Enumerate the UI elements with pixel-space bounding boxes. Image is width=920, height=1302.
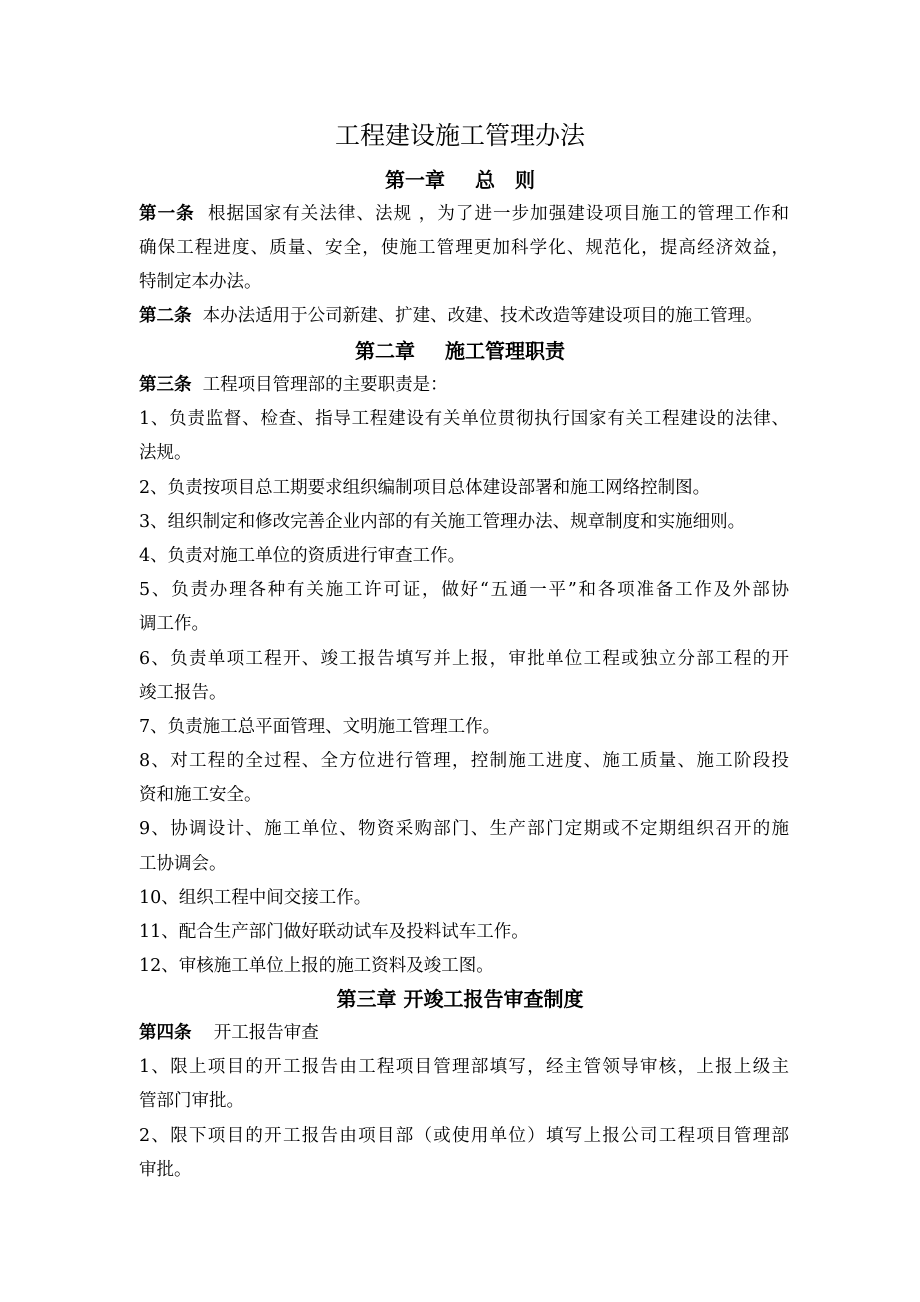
duty-item-6-line-2: 竣工报告。 xyxy=(139,683,227,703)
article-text: 根据国家有关法律、法规 ，为了进一步加强建设项目施工的管理工作和 xyxy=(207,204,790,224)
article-text: 本办法适用于公司新建、扩建、改建、技术改造等建设项目的施工管理。 xyxy=(202,306,763,326)
chapter-3-heading: 第三章 开竣工报告审查制度 xyxy=(336,987,584,1011)
duty-item-9-line-1: 9、协调设计、施工单位、物资采购部门、生产部门定期或不定期组织召开的施 xyxy=(139,819,789,839)
chapter-name: 总 则 xyxy=(475,168,535,192)
chapter-name: 施工管理职责 xyxy=(445,339,565,363)
article-label: 第二条 xyxy=(139,306,192,326)
duty-item-7: 7、负责施工总平面管理、文明施工管理工作。 xyxy=(139,717,501,737)
article-3 xyxy=(139,372,789,398)
review-item-2-line-2: 审批。 xyxy=(139,1160,192,1180)
article-label: 第三条 xyxy=(139,375,192,395)
duty-item-12: 12、审核施工单位上报的施工资料及竣工图。 xyxy=(139,956,494,976)
duty-item-2: 2、负责按项目总工期要求组织编制项目总体建设部署和施工网络控制图。 xyxy=(139,478,711,498)
chapter-label: 第一章 xyxy=(385,168,445,192)
duty-item-1-line-2: 法规。 xyxy=(139,443,192,463)
duty-item-1-line-1: 1、负责监督、检查、指导工程建设有关单位贯彻执行国家有关工程建设的法律、 xyxy=(139,409,789,429)
document-title: 工程建设施工管理办法 xyxy=(334,121,585,150)
duty-item-4: 4、负责对施工单位的资质进行审查工作。 xyxy=(139,546,466,566)
duty-item-6-line-1: 6、负责单项工程开、竣工报告填写并上报，审批单位工程或独立分部工程的开 xyxy=(139,649,789,669)
duty-item-3: 3、组织制定和修改完善企业内部的有关施工管理办法、规章制度和实施细则。 xyxy=(139,512,746,532)
duty-item-10: 10、组织工程中间交接工作。 xyxy=(139,888,372,908)
article-text: 工程项目管理部的主要职责是： xyxy=(202,375,448,395)
article-text: 开工报告审查 xyxy=(213,1023,319,1043)
duty-item-5-line-2: 调工作。 xyxy=(139,614,209,634)
chapter-2-heading xyxy=(0,337,920,365)
review-item-2-line-1: 2、限下项目的开工报告由项目部（或使用单位）填写上报公司工程项目管理部 xyxy=(139,1126,789,1146)
article-4 xyxy=(139,1020,789,1046)
article-1-line-2: 确保工程进度、质量、安全，使施工管理更加科学化、规范化，提高经济效益， xyxy=(139,238,789,258)
chapter-1-heading xyxy=(0,166,920,194)
article-1-line-3: 特制定本办法。 xyxy=(139,272,262,292)
duty-item-8-line-1: 8、对工程的全过程、全方位进行管理，控制施工进度、施工质量、施工阶段投 xyxy=(139,751,789,771)
article-label: 第一条 xyxy=(139,204,195,224)
duty-item-9-line-2: 工协调会。 xyxy=(139,854,227,874)
article-label: 第四条 xyxy=(139,1023,192,1043)
article-2 xyxy=(139,303,789,329)
review-item-1-line-1: 1、限上项目的开工报告由工程项目管理部填写，经主管领导审核，上报上级主 xyxy=(139,1057,789,1077)
review-item-1-line-2: 管部门审批。 xyxy=(139,1091,244,1111)
article-1-line-1 xyxy=(139,201,789,227)
duty-item-8-line-2: 资和施工安全。 xyxy=(139,785,262,805)
duty-item-11: 11、配合生产部门做好联动试车及投料试车工作。 xyxy=(139,922,529,942)
duty-item-5-line-1: 5、负责办理各种有关施工许可证，做好“五通一平”和各项准备工作及外部协 xyxy=(139,580,789,600)
chapter-label: 第二章 xyxy=(355,339,415,363)
